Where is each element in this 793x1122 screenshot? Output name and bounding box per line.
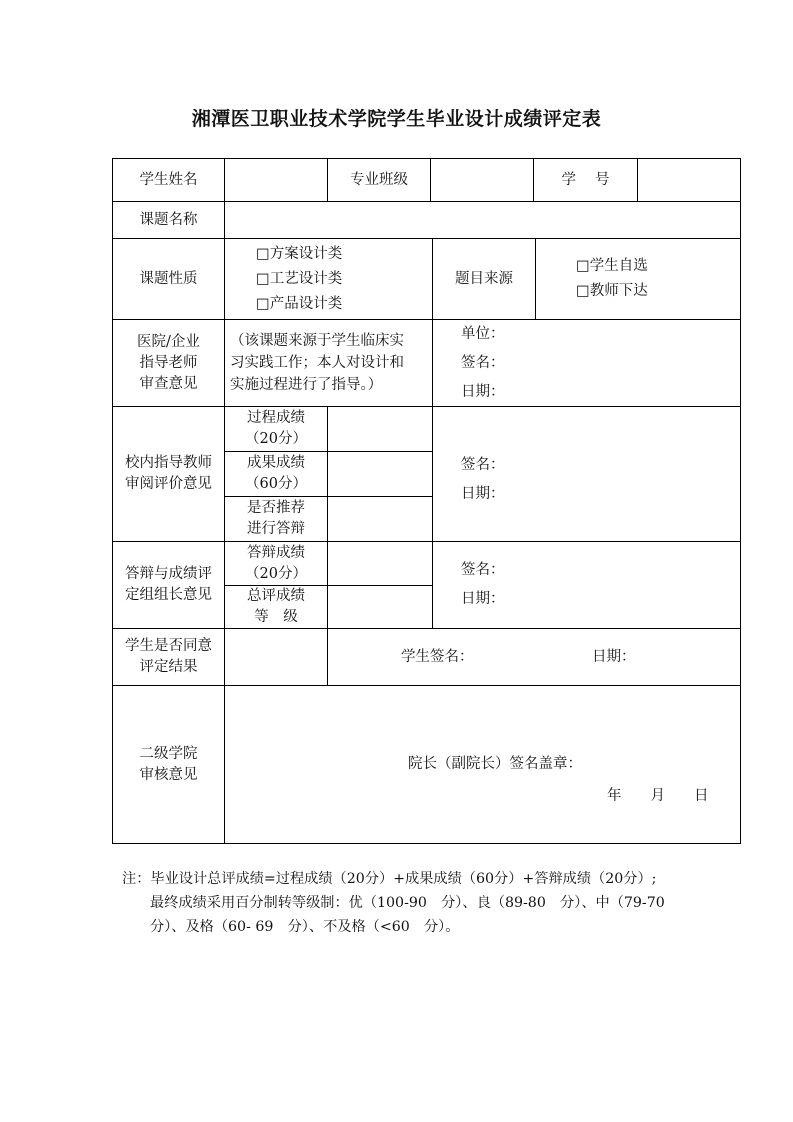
student-id-value[interactable]	[638, 159, 740, 201]
topic-name-value[interactable]	[225, 202, 740, 238]
defense-group-sign-area	[459, 542, 739, 628]
date-field[interactable]: 日期：	[461, 486, 505, 502]
checkbox-option-product[interactable]: □产品设计类	[256, 295, 343, 312]
defense-score-value[interactable]	[328, 542, 432, 585]
topic-source-options	[574, 239, 740, 319]
total-grade-value[interactable]	[328, 586, 432, 628]
guidance-statement: （该课题来源于学生临床实 习实践工作；本人对设计和 实施过程进行了指导。）	[230, 333, 404, 393]
major-class-value[interactable]	[431, 159, 533, 201]
topic-name-label: 课题名称	[139, 211, 198, 228]
college-review-label: 二级学院 审核意见	[139, 745, 198, 783]
recommend-defense-label: 是否推荐 进行答辩	[247, 500, 305, 537]
student-agree-label: 学生是否同意 评定结果	[125, 638, 212, 675]
result-score-label: 成果成绩 （60分）	[245, 455, 307, 492]
process-score-label: 过程成绩 （20分）	[245, 410, 307, 447]
recommend-defense-value[interactable]	[328, 497, 432, 541]
checkbox-option-self-selected[interactable]: □学生自选	[576, 258, 648, 274]
student-agree-value[interactable]	[225, 629, 327, 685]
topic-nature-options	[254, 239, 432, 319]
defense-group-review-label: 答辩与成绩评 定组组长意见	[125, 566, 212, 603]
dean-date-field[interactable]: 年 月 日	[607, 787, 709, 804]
grading-note: 注：毕业设计总评成绩=过程成绩（20分）+成果成绩（60分）+答辩成绩（20分）; 最终成绩采用百分制转等级制：优（100-90 分）、良（89-80 分）、中（79-70 分）、及格（60- 69 分）、不及格（<60 分）。	[122, 871, 665, 935]
sign-field[interactable]: 签名：	[461, 562, 505, 578]
school-teacher-review-label: 校内指导教师 审阅评价意见	[125, 455, 212, 492]
hospital-sign-area	[459, 320, 739, 406]
student-name-label: 学生姓名	[139, 171, 198, 188]
date-field[interactable]: 日期：	[461, 591, 505, 607]
checkbox-option-process[interactable]: □工艺设计类	[256, 270, 343, 287]
student-id-label: 学 号	[561, 171, 610, 188]
student-date-field[interactable]: 日期：	[592, 648, 636, 665]
major-class-label: 专业班级	[350, 171, 408, 188]
student-sign-field[interactable]: 学生签名：	[401, 648, 474, 665]
checkbox-option-scheme[interactable]: □方案设计类	[256, 245, 343, 262]
process-score-value[interactable]	[328, 407, 432, 451]
result-score-value[interactable]	[328, 452, 432, 496]
date-field[interactable]: 日期：	[461, 383, 505, 400]
page-title: 湘潭医卫职业技术学院学生毕业设计成绩评定表	[191, 108, 602, 130]
unit-field[interactable]: 单位：	[461, 325, 505, 342]
hospital-review-label: 医院/企业 指导老师 审查意见	[137, 333, 200, 392]
dean-sign-field[interactable]: 院长（副院长）签名盖章：	[408, 755, 582, 772]
topic-nature-label: 课题性质	[139, 270, 198, 287]
sign-field[interactable]: 签名：	[461, 457, 505, 473]
school-teacher-sign-area	[459, 407, 739, 541]
total-grade-label: 总评成绩 等 级	[247, 588, 305, 625]
student-name-value[interactable]	[225, 159, 327, 201]
topic-source-label: 题目来源	[455, 270, 513, 287]
defense-score-label: 答辩成绩 （20分）	[245, 544, 307, 582]
sign-field[interactable]: 签名：	[461, 354, 505, 371]
checkbox-option-teacher-assigned[interactable]: □教师下达	[576, 283, 648, 299]
